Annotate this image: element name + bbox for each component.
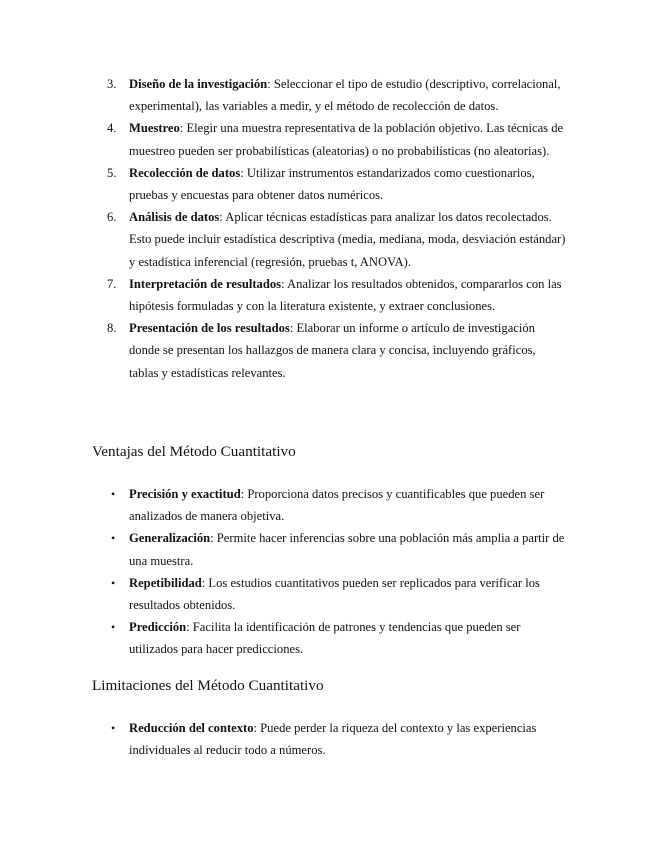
item-text: : Puede perder la riqueza del contexto y las experiencias individuales al reducir todo a números. — [129, 721, 537, 758]
bullet: • — [111, 487, 116, 501]
list-item — [0, 527, 655, 571]
bullet: • — [111, 531, 116, 546]
bullet: • — [111, 575, 116, 590]
list-item — [0, 616, 655, 660]
item-term: Repetibilidad — [129, 575, 202, 590]
item-number: 3. — [107, 77, 117, 91]
item-text: : Utilizar instrumentos estandarizados como cuestionarios, pruebas y encuestas para obtener datos numéricos. — [129, 165, 535, 203]
item-term: Muestreo — [129, 121, 180, 136]
item-text: : Elegir una muestra representativa de la población objetivo. Las técnicas de muestreo pueden ser probabilísticas (aleatorias) o no probabilísticas (no aleatorias). — [129, 121, 564, 158]
list-item — [0, 273, 655, 317]
item-term: Reducción del contexto — [129, 721, 254, 735]
list-item — [0, 162, 655, 206]
item-text: : Permite hacer inferencias sobre una población más amplia a partir de una muestra. — [129, 531, 565, 568]
list-item — [0, 317, 655, 384]
item-text: : Proporciona datos precisos y cuantificables que pueden ser analizados de manera objetiva. — [129, 487, 545, 524]
list-item — [0, 206, 655, 273]
list-item — [0, 483, 655, 527]
item-text: : Analizar los resultados obtenidos, compararlos con las hipótesis formuladas y con la literatura existente, y extraer conclusiones. — [129, 276, 562, 314]
item-number: 7. — [107, 276, 117, 291]
limitaciones-list — [0, 717, 655, 761]
item-text: : Seleccionar el tipo de estudio (descriptivo, correlacional, experimental), las variables a medir, y el método de recolección de datos. — [129, 77, 561, 114]
item-number: 5. — [107, 165, 117, 180]
numbered-steps-list — [0, 73, 655, 384]
item-text: : Los estudios cuantitativos pueden ser replicados para verificar los resultados obtenidos. — [129, 575, 540, 613]
item-term: Precisión y exactitud — [129, 487, 241, 501]
item-number: 4. — [107, 121, 117, 136]
bullet: • — [111, 620, 116, 635]
list-item — [0, 717, 655, 761]
item-number: 8. — [107, 321, 117, 336]
bullet: • — [111, 721, 116, 735]
item-term: Predicción — [129, 620, 187, 635]
list-item — [0, 73, 655, 117]
ventajas-heading: Ventajas del Método Cuantitativo — [92, 443, 296, 460]
item-term: Presentación de los resultados — [129, 321, 290, 336]
item-term: Interpretación de resultados — [129, 276, 282, 291]
limitaciones-heading: Limitaciones del Método Cuantitativo — [92, 677, 324, 694]
item-text: : Facilita la identificación de patrones y tendencias que pueden ser utilizados para hacer predicciones. — [129, 620, 521, 657]
item-text: : Aplicar técnicas estadísticas para analizar los datos recolectados. Esto puede incluir estadística descriptiva (media, mediana, moda, desviación estándar) y estadística inferencial (regresión, pruebas t, ANOVA). — [129, 210, 566, 269]
item-term: Análisis de datos — [129, 210, 220, 225]
item-term: Diseño de la investigación — [129, 77, 268, 91]
ventajas-list — [0, 483, 655, 661]
item-text: : Elaborar un informe o artículo de investigación donde se presentan los hallazgos de manera clara y concisa, incluyendo gráficos, tablas y estadísticas relevantes. — [129, 321, 536, 380]
item-term: Recolección de datos — [129, 165, 241, 180]
item-term: Generalización — [129, 531, 211, 546]
list-item — [0, 572, 655, 616]
list-item — [0, 117, 655, 161]
item-number: 6. — [107, 210, 117, 225]
